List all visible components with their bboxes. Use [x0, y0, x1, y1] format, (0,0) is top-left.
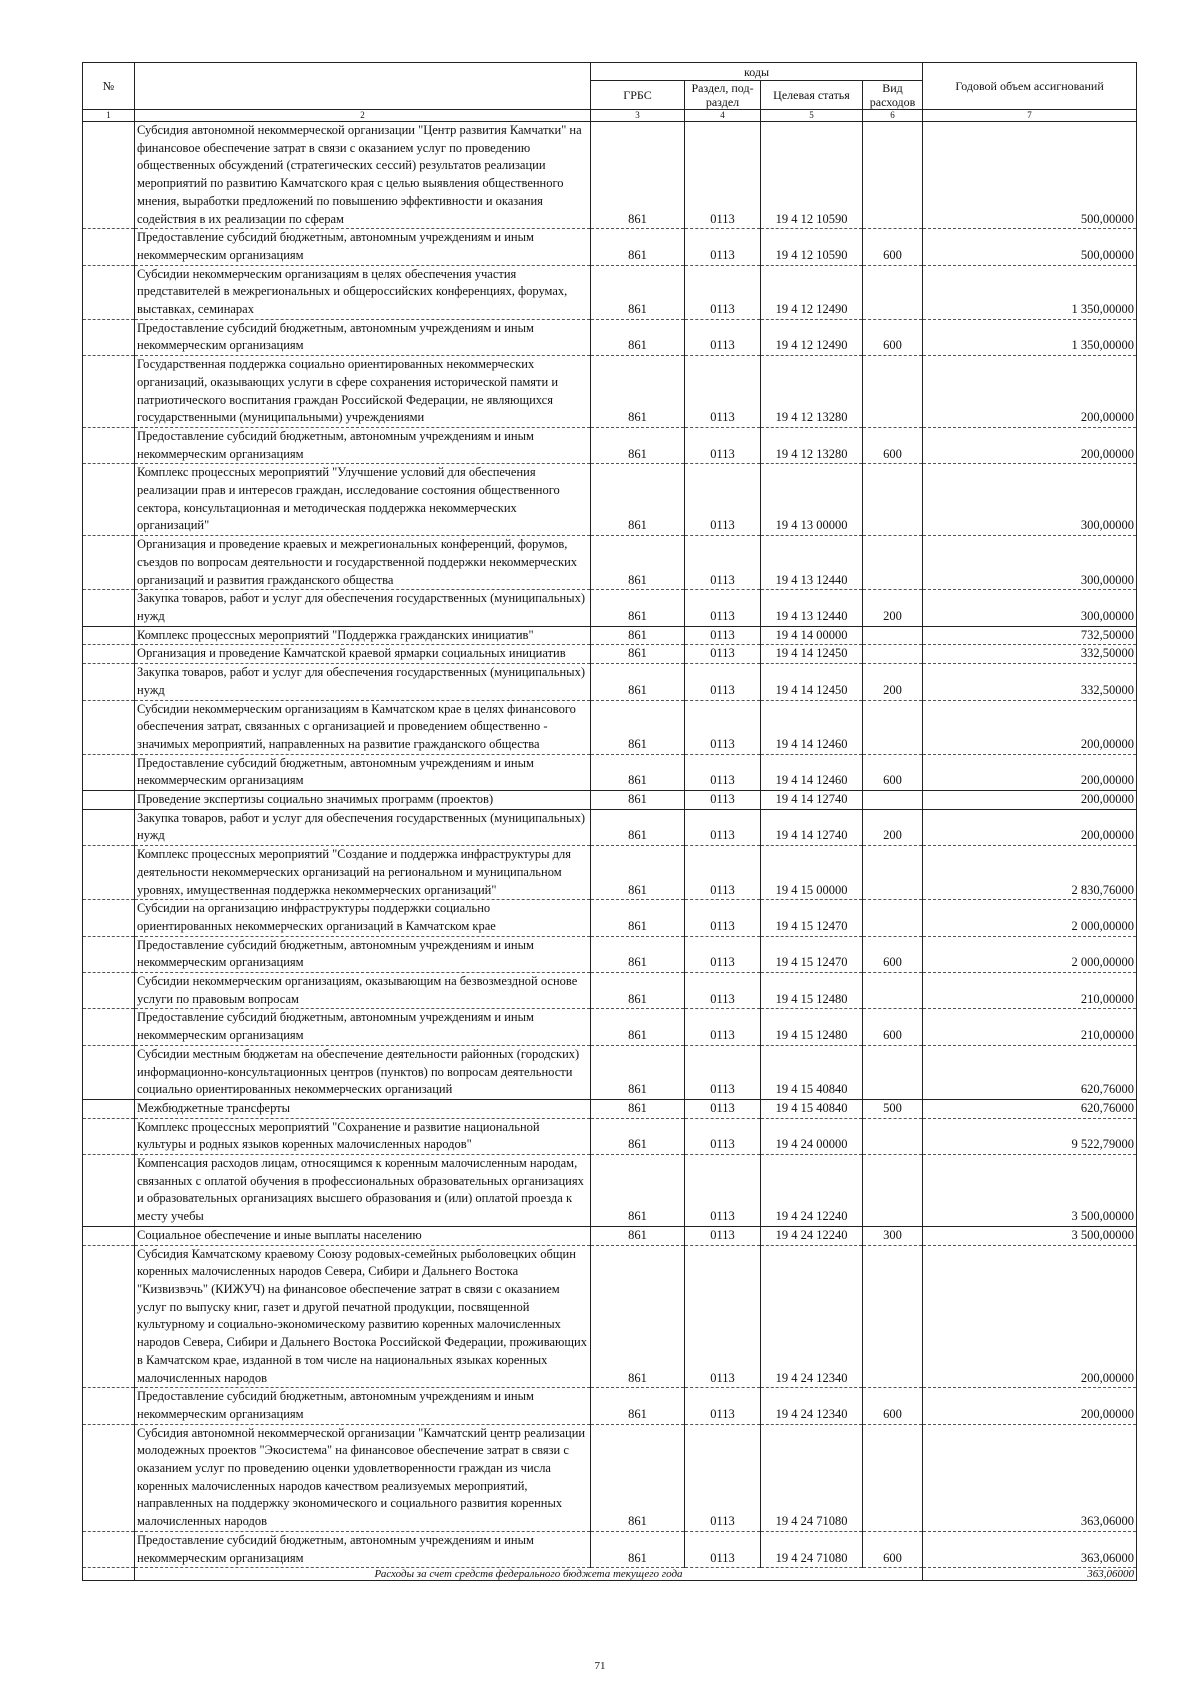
row-target-article: 19 4 24 12240 [761, 1155, 863, 1227]
row-num-cell [83, 356, 135, 428]
row-num-cell [83, 265, 135, 319]
row-amount: 363,06000 [923, 1531, 1137, 1567]
header-name-blank [135, 63, 591, 110]
row-grbs: 861 [591, 1009, 685, 1045]
table-row [83, 936, 1137, 972]
row-name: Комплекс процессных мероприятий "Создание и поддержка инфраструктуры для деятельности некоммерческих организаций на региональном и муниципальном уровнях, имущественная поддержка некоммерческих организаций" [135, 846, 591, 900]
row-target-article: 19 4 15 40840 [761, 1099, 863, 1118]
table-row [83, 754, 1137, 790]
row-amount: 2 000,00000 [923, 936, 1137, 972]
row-name: Предоставление субсидий бюджетным, автономным учреждениям и иным некоммерческим организациям [135, 1531, 591, 1567]
row-expense-type: 300 [863, 1226, 923, 1245]
row-num-cell [83, 700, 135, 754]
row-grbs: 861 [591, 754, 685, 790]
table-header [83, 63, 1137, 122]
row-razdel: 0113 [685, 1424, 761, 1531]
table-row [83, 1045, 1137, 1099]
row-target-article: 19 4 14 12450 [761, 664, 863, 700]
row-expense-type: 200 [863, 809, 923, 845]
row-num-cell [83, 664, 135, 700]
table-row [83, 809, 1137, 845]
row-name: Проведение экспертизы социально значимых программ (проектов) [135, 791, 591, 810]
row-expense-type: 600 [863, 1531, 923, 1567]
row-target-article: 19 4 15 12470 [761, 936, 863, 972]
col-index: 3 [591, 110, 685, 122]
row-target-article: 19 4 15 40840 [761, 1045, 863, 1099]
row-num-cell [83, 791, 135, 810]
row-num-cell [83, 1424, 135, 1531]
row-target-article: 19 4 14 12460 [761, 754, 863, 790]
table-row [83, 590, 1137, 626]
row-expense-type [863, 791, 923, 810]
table-row [83, 1009, 1137, 1045]
row-amount: 1 350,00000 [923, 319, 1137, 355]
row-target-article: 19 4 12 13280 [761, 356, 863, 428]
footer-row [83, 1568, 1137, 1581]
page-number: 71 [594, 1660, 606, 1672]
row-num-cell [83, 1099, 135, 1118]
table-row [83, 536, 1137, 590]
row-num-cell [83, 427, 135, 463]
row-name: Субсидии местным бюджетам на обеспечение деятельности районных (городских) информационно-консультационных центров (пунктов) по вопросам деятельности социально ориентированных некоммерческих организаций [135, 1045, 591, 1099]
table-row [83, 464, 1137, 536]
row-razdel: 0113 [685, 1245, 761, 1388]
table-row [83, 645, 1137, 664]
row-amount: 363,06000 [923, 1424, 1137, 1531]
row-name: Предоставление субсидий бюджетным, автономным учреждениям и иным некоммерческим организациям [135, 1009, 591, 1045]
row-razdel: 0113 [685, 846, 761, 900]
row-name: Компенсация расходов лицам, относящимся к коренным малочисленным народам, связанных с оплатой обучения в профессиональных образовательных организациях и образовательных организациях высшего образования и (или) оплатой проезда к месту учебы [135, 1155, 591, 1227]
table-row [83, 122, 1137, 229]
row-expense-type: 600 [863, 936, 923, 972]
col-index: 6 [863, 110, 923, 122]
column-index-row [83, 110, 1137, 122]
row-expense-type [863, 846, 923, 900]
row-expense-type [863, 900, 923, 936]
row-name: Субсидии некоммерческим организациям в целях обеспечения участия представителей в межрегиональных и общероссийских конференциях, форумах, выставках, семинарах [135, 265, 591, 319]
row-name: Закупка товаров, работ и услуг для обеспечения государственных (муниципальных) нужд [135, 590, 591, 626]
row-name: Комплекс процессных мероприятий "Поддержка гражданских инициатив" [135, 626, 591, 645]
table-row [83, 1424, 1137, 1531]
row-expense-type [863, 645, 923, 664]
row-razdel: 0113 [685, 1045, 761, 1099]
row-razdel: 0113 [685, 1118, 761, 1154]
row-grbs: 861 [591, 791, 685, 810]
row-name: Субсидия автономной некоммерческой организации "Камчатский центр реализации молодежных проектов "Экосистема" на финансовое обеспечение затрат в связи с оказанием услуг по проведению оценки удовлетворенности граждан из числа коренных малочисленных народов качеством реализуемых мероприятий, направленных на поддержку экономического и социального развития коренных малочисленных народов [135, 1424, 591, 1531]
row-target-article: 19 4 14 12740 [761, 791, 863, 810]
header-vr: Вид расходов [863, 81, 923, 110]
footer-num-cell [83, 1568, 135, 1581]
col-index: 2 [135, 110, 591, 122]
table-row [83, 427, 1137, 463]
row-name: Предоставление субсидий бюджетным, автономным учреждениям и иным некоммерческим организациям [135, 319, 591, 355]
row-expense-type: 200 [863, 590, 923, 626]
table-row [83, 700, 1137, 754]
row-grbs: 861 [591, 645, 685, 664]
table-row [83, 791, 1137, 810]
header-codes: коды [591, 63, 923, 81]
row-name: Межбюджетные трансферты [135, 1099, 591, 1118]
row-grbs: 861 [591, 900, 685, 936]
row-name: Субсидии некоммерческим организациям в Камчатском крае в целях финансового обеспечения затрат, связанных с организацией и проведением общественно - значимых мероприятий, направленных на развитие гражданского общества [135, 700, 591, 754]
row-num-cell [83, 809, 135, 845]
row-grbs: 861 [591, 427, 685, 463]
budget-table [82, 62, 1137, 1581]
row-target-article: 19 4 13 12440 [761, 536, 863, 590]
row-expense-type: 600 [863, 229, 923, 265]
row-amount: 300,00000 [923, 464, 1137, 536]
row-num-cell [83, 1045, 135, 1099]
row-name: Предоставление субсидий бюджетным, автономным учреждениям и иным некоммерческим организациям [135, 936, 591, 972]
row-amount: 1 350,00000 [923, 265, 1137, 319]
row-num-cell [83, 1388, 135, 1424]
row-num-cell [83, 1531, 135, 1567]
row-target-article: 19 4 15 12480 [761, 1009, 863, 1045]
row-target-article: 19 4 15 12480 [761, 973, 863, 1009]
row-name: Субсидия Камчатскому краевому Союзу родовых-семейных рыболовецких общин коренных малочисленных народов Севера, Сибири и Дальнего Востока "Кизвизвэчь" (КИЖУЧ) на финансовое обеспечение затрат в связи с оказанием услуг по выпуску книг, газет и другой печатной продукции, посвященной культурному и социально-экономическому развитию коренных малочисленных народов Севера, Сибири и Дальнего Востока Российской Федерации, проживающих в Камчатском крае, изданной в том числе на национальных языках коренных малочисленных народов [135, 1245, 591, 1388]
row-amount: 200,00000 [923, 791, 1137, 810]
row-grbs: 861 [591, 1388, 685, 1424]
row-name: Предоставление субсидий бюджетным, автономным учреждениям и иным некоммерческим организациям [135, 1388, 591, 1424]
row-grbs: 861 [591, 626, 685, 645]
row-target-article: 19 4 24 00000 [761, 1118, 863, 1154]
table-row [83, 626, 1137, 645]
row-num-cell [83, 1009, 135, 1045]
table-row [83, 973, 1137, 1009]
row-target-article: 19 4 14 12450 [761, 645, 863, 664]
row-num-cell [83, 626, 135, 645]
row-razdel: 0113 [685, 900, 761, 936]
row-expense-type [863, 1118, 923, 1154]
row-amount: 200,00000 [923, 1245, 1137, 1388]
row-expense-type [863, 122, 923, 229]
row-grbs: 861 [591, 1424, 685, 1531]
row-target-article: 19 4 12 10590 [761, 122, 863, 229]
table-row [83, 1245, 1137, 1388]
table-row [83, 1388, 1137, 1424]
row-num-cell [83, 464, 135, 536]
row-grbs: 861 [591, 356, 685, 428]
row-grbs: 861 [591, 229, 685, 265]
row-razdel: 0113 [685, 1531, 761, 1567]
row-grbs: 861 [591, 1226, 685, 1245]
row-target-article: 19 4 24 12340 [761, 1388, 863, 1424]
row-razdel: 0113 [685, 754, 761, 790]
row-razdel: 0113 [685, 1226, 761, 1245]
row-expense-type [863, 356, 923, 428]
row-expense-type [863, 1424, 923, 1531]
row-target-article: 19 4 13 00000 [761, 464, 863, 536]
row-razdel: 0113 [685, 229, 761, 265]
row-name: Субсидия автономной некоммерческой организации "Центр развития Камчатки" на финансовое обеспечение затрат в связи с оказанием услуг по проведению общественных обсуждений (стратегических сессий) результатов реализации мероприятий по развитию Камчатского края с целью выявления общественного мнения, выработки предложений по повышению эффективности и оказания содействия в их реализации по сферам [135, 122, 591, 229]
row-name: Субсидии некоммерческим организациям, оказывающим на безвозмездной основе услуги по правовым вопросам [135, 973, 591, 1009]
row-amount: 200,00000 [923, 1388, 1137, 1424]
row-expense-type: 600 [863, 1388, 923, 1424]
table-row [83, 319, 1137, 355]
table-row [83, 1155, 1137, 1227]
row-num-cell [83, 1155, 135, 1227]
row-expense-type [863, 973, 923, 1009]
footer-label: Расходы за счет средств федерального бюджета текущего года [135, 1568, 923, 1581]
header-cs: Целевая статья [761, 81, 863, 110]
row-grbs: 861 [591, 464, 685, 536]
row-target-article: 19 4 12 12490 [761, 265, 863, 319]
row-target-article: 19 4 24 12240 [761, 1226, 863, 1245]
row-grbs: 861 [591, 122, 685, 229]
row-razdel: 0113 [685, 464, 761, 536]
row-target-article: 19 4 24 71080 [761, 1424, 863, 1531]
footer-sum: 363,06000 [923, 1568, 1137, 1581]
row-grbs: 861 [591, 973, 685, 1009]
row-target-article: 19 4 24 71080 [761, 1531, 863, 1567]
row-name: Социальное обеспечение и иные выплаты населению [135, 1226, 591, 1245]
row-amount: 210,00000 [923, 973, 1137, 1009]
row-target-article: 19 4 12 10590 [761, 229, 863, 265]
row-num-cell [83, 1118, 135, 1154]
table-row [83, 265, 1137, 319]
row-amount: 620,76000 [923, 1099, 1137, 1118]
row-grbs: 861 [591, 319, 685, 355]
row-amount: 9 522,79000 [923, 1118, 1137, 1154]
row-razdel: 0113 [685, 645, 761, 664]
row-amount: 2 830,76000 [923, 846, 1137, 900]
header-num: № [83, 63, 135, 110]
row-amount: 300,00000 [923, 590, 1137, 626]
row-grbs: 861 [591, 1155, 685, 1227]
row-grbs: 861 [591, 936, 685, 972]
row-grbs: 861 [591, 1118, 685, 1154]
row-num-cell [83, 645, 135, 664]
row-target-article: 19 4 14 12460 [761, 700, 863, 754]
row-amount: 300,00000 [923, 536, 1137, 590]
row-amount: 200,00000 [923, 427, 1137, 463]
row-razdel: 0113 [685, 590, 761, 626]
table-row [83, 356, 1137, 428]
row-target-article: 19 4 12 12490 [761, 319, 863, 355]
row-razdel: 0113 [685, 973, 761, 1009]
row-name: Комплекс процессных мероприятий "Улучшение условий для обеспечения реализации прав и интересов граждан, исследование состояния общественного сектора, консультационная и методическая поддержка некоммерческих организаций" [135, 464, 591, 536]
row-expense-type [863, 464, 923, 536]
table-row [83, 900, 1137, 936]
row-expense-type [863, 1045, 923, 1099]
row-num-cell [83, 973, 135, 1009]
row-name: Предоставление субсидий бюджетным, автономным учреждениям и иным некоммерческим организациям [135, 754, 591, 790]
row-name: Организация и проведение Камчатской краевой ярмарки социальных инициатив [135, 645, 591, 664]
row-num-cell [83, 319, 135, 355]
row-num-cell [83, 754, 135, 790]
row-target-article: 19 4 14 00000 [761, 626, 863, 645]
row-amount: 200,00000 [923, 809, 1137, 845]
row-target-article: 19 4 15 00000 [761, 846, 863, 900]
table-row [83, 229, 1137, 265]
row-num-cell [83, 229, 135, 265]
row-grbs: 861 [591, 1045, 685, 1099]
row-amount: 200,00000 [923, 700, 1137, 754]
row-expense-type: 500 [863, 1099, 923, 1118]
row-amount: 210,00000 [923, 1009, 1137, 1045]
col-index: 1 [83, 110, 135, 122]
row-name: Субсидии на организацию инфраструктуры поддержки социально ориентированных некоммерческих организаций в Камчатском крае [135, 900, 591, 936]
row-amount: 500,00000 [923, 229, 1137, 265]
row-razdel: 0113 [685, 536, 761, 590]
col-index: 4 [685, 110, 761, 122]
row-amount: 3 500,00000 [923, 1226, 1137, 1245]
row-grbs: 861 [591, 809, 685, 845]
row-name: Предоставление субсидий бюджетным, автономным учреждениям и иным некоммерческим организациям [135, 229, 591, 265]
row-razdel: 0113 [685, 122, 761, 229]
row-grbs: 861 [591, 700, 685, 754]
row-target-article: 19 4 12 13280 [761, 427, 863, 463]
row-razdel: 0113 [685, 427, 761, 463]
row-target-article: 19 4 15 12470 [761, 900, 863, 936]
row-num-cell [83, 936, 135, 972]
row-razdel: 0113 [685, 809, 761, 845]
row-grbs: 861 [591, 265, 685, 319]
row-target-article: 19 4 14 12740 [761, 809, 863, 845]
row-razdel: 0113 [685, 265, 761, 319]
row-amount: 500,00000 [923, 122, 1137, 229]
row-num-cell [83, 1245, 135, 1388]
table-row [83, 664, 1137, 700]
row-razdel: 0113 [685, 1388, 761, 1424]
row-name: Закупка товаров, работ и услуг для обеспечения государственных (муниципальных) нужд [135, 809, 591, 845]
row-razdel: 0113 [685, 319, 761, 355]
row-name: Комплекс процессных мероприятий "Сохранение и развитие национальной культуры и родных языков коренных малочисленных народов" [135, 1118, 591, 1154]
row-grbs: 861 [591, 1245, 685, 1388]
row-target-article: 19 4 24 12340 [761, 1245, 863, 1388]
row-num-cell [83, 900, 135, 936]
row-razdel: 0113 [685, 1009, 761, 1045]
row-amount: 200,00000 [923, 356, 1137, 428]
row-num-cell [83, 1226, 135, 1245]
row-razdel: 0113 [685, 791, 761, 810]
row-expense-type [863, 1245, 923, 1388]
table-row [83, 1099, 1137, 1118]
row-expense-type: 600 [863, 319, 923, 355]
header-razdel: Раздел, под-раздел [685, 81, 761, 110]
row-amount: 200,00000 [923, 754, 1137, 790]
row-expense-type: 600 [863, 1009, 923, 1045]
table-row [83, 1118, 1137, 1154]
row-name: Предоставление субсидий бюджетным, автономным учреждениям и иным некоммерческим организациям [135, 427, 591, 463]
row-amount: 620,76000 [923, 1045, 1137, 1099]
row-razdel: 0113 [685, 936, 761, 972]
row-name: Государственная поддержка социально ориентированных некоммерческих организаций, оказывающих услуги в сфере сохранения исторической памяти и патриотического воспитания граждан Российской Федерации, не являющихся государственными (муниципальными) учреждениями [135, 356, 591, 428]
table-body [83, 122, 1137, 1568]
row-expense-type [863, 626, 923, 645]
row-razdel: 0113 [685, 626, 761, 645]
row-num-cell [83, 536, 135, 590]
row-expense-type: 600 [863, 427, 923, 463]
row-razdel: 0113 [685, 356, 761, 428]
row-grbs: 861 [591, 536, 685, 590]
row-name: Закупка товаров, работ и услуг для обеспечения государственных (муниципальных) нужд [135, 664, 591, 700]
row-amount: 2 000,00000 [923, 900, 1137, 936]
row-target-article: 19 4 13 12440 [761, 590, 863, 626]
row-razdel: 0113 [685, 1155, 761, 1227]
header-grbs: ГРБС [591, 81, 685, 110]
table-row [83, 1226, 1137, 1245]
row-grbs: 861 [591, 846, 685, 900]
row-amount: 332,50000 [923, 645, 1137, 664]
row-num-cell [83, 846, 135, 900]
row-amount: 3 500,00000 [923, 1155, 1137, 1227]
row-expense-type: 600 [863, 754, 923, 790]
col-index: 7 [923, 110, 1137, 122]
row-amount: 332,50000 [923, 664, 1137, 700]
row-grbs: 861 [591, 664, 685, 700]
row-expense-type [863, 700, 923, 754]
col-index: 5 [761, 110, 863, 122]
row-grbs: 861 [591, 1099, 685, 1118]
row-razdel: 0113 [685, 1099, 761, 1118]
row-grbs: 861 [591, 1531, 685, 1567]
row-name: Организация и проведение краевых и межрегиональных конференций, форумов, съездов по вопросам деятельности и государственной поддержки некоммерческих организаций и развития гражданского общества [135, 536, 591, 590]
row-expense-type [863, 1155, 923, 1227]
row-amount: 732,50000 [923, 626, 1137, 645]
row-razdel: 0113 [685, 700, 761, 754]
row-razdel: 0113 [685, 664, 761, 700]
row-num-cell [83, 122, 135, 229]
row-expense-type [863, 536, 923, 590]
header-total: Годовой объем ассигнований [923, 63, 1137, 110]
table-row [83, 1531, 1137, 1567]
row-num-cell [83, 590, 135, 626]
row-expense-type [863, 265, 923, 319]
table-row [83, 846, 1137, 900]
row-grbs: 861 [591, 590, 685, 626]
row-expense-type: 200 [863, 664, 923, 700]
